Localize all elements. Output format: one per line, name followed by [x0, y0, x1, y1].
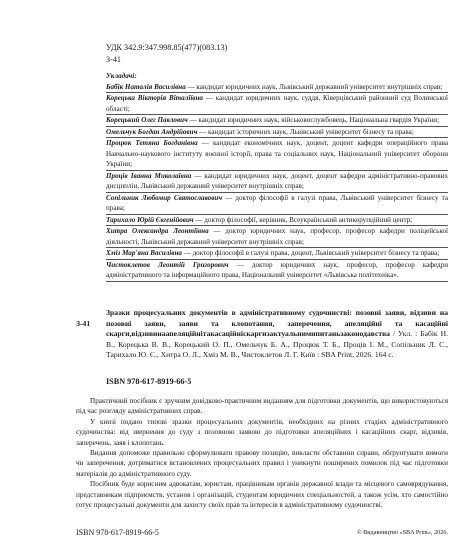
compiler-entry: [106, 127, 448, 139]
bbk-code: З-41: [106, 54, 122, 64]
compiler-description: — кандидат юридичних наук, Львівський державний університет внутрішніх справ;: [185, 82, 443, 91]
compiler-entry: [106, 93, 448, 115]
compilers-heading: Укладачі:: [106, 72, 137, 80]
catalog-number: З-41: [76, 318, 91, 328]
compiler-description: — кандидат історичних наук, Львівський університет бізнесу та права;: [197, 127, 414, 136]
compiler-entry: [106, 226, 448, 248]
catalog-details: / Укл. : Бабік Н. В., Корецька В. В., Корецький О. П., Омельчук Б. А., Процюк Т. Б., Проців І. М., Сопільник Л. С., Тарихало Ю. Є., Хитра О. Л., Хміз М. В., Чистоклетов Л. Г. Київ : SBA Print, 2026. 164 с.: [106, 329, 448, 359]
book-title: Зразки процесуальних документів в адміністративному судочинстві: позовні заяви, відзиви на позовні заяви, заяви та клопотання, заперечення, апеляційні та касаційні скарги,відзивинаапеляційнітакасаційніскаргизактуальнимипитаньзаконодавства: [106, 308, 448, 338]
annotation: [76, 396, 448, 510]
catalog-record: [76, 308, 448, 361]
compiler-name: Корецька Вікторія Віталіївна: [106, 94, 203, 102]
annotation-paragraph: Посібник буде корисним адвокатам, юристам, працівникам органів державної влади та місцевого самоврядування, представникам підприємств, установ і організацій, студентам юридичних спеціальностей, а також усім, хто самостійно готує процесуальні документи для захисту своїх прав та інтересів в адміністративному судочинстві.: [76, 480, 448, 510]
compiler-name: Проців Іванна Миколаївна: [106, 171, 192, 180]
compiler-name: Хитра Олександра Леонтіївна: [106, 227, 209, 235]
annotation-paragraph: Видання допоможе правильно сформулювати правову позицію, викласти обставини справи, обґрунтувати вимоги чи заперечення, дотриматися встановлених процесуальних правил і уникнути поширених помилок під час підготовки матеріалів до адміністративного суду.: [76, 449, 448, 478]
compiler-entry: [106, 171, 448, 193]
compiler-entry: [106, 248, 448, 260]
compiler-description: — доктор філософії в галузі права, доцент, Львівський університет бізнесу та права;: [181, 249, 440, 257]
copyright-notice: © Видавництво «SBA Print», 2026.: [356, 529, 448, 536]
compiler-name: Сопільник Любомир Святославович: [106, 193, 223, 202]
compiler-entry: [106, 82, 448, 94]
compilers-list: [106, 71, 448, 282]
udk-code: УДК 342.9:347.998.85(477)(083.13): [106, 43, 228, 52]
footer-isbn: ISBN 978-617-8919-66-5: [76, 528, 159, 537]
compiler-name: Хміз Мар'яна Василівна: [106, 249, 182, 257]
compiler-entry: [106, 138, 448, 171]
compiler-name: Корецький Олег Павлович: [106, 116, 188, 124]
compiler-description: — доктор філософії, керівник, Всеукраїнський антикорупційний центр;: [193, 215, 413, 224]
compiler-description: — кандидат економічних наук, доцент, доцент кафедри операційного права Навчально-наукового інституту воєнної історії, права та соціальних наук, Національний університет оборони України;: [106, 139, 448, 168]
compiler-name: Тарихало Юрій Євгенійович: [106, 215, 194, 224]
compiler-description: — доктор юридичних наук, професор, професор кафедри адміністративного та інформаційного права, Національний університет «Львівська політехніка».: [106, 260, 448, 279]
compiler-entry: [106, 115, 448, 127]
compiler-description: — кандидат юридичних наук, суддя, Ківерцівський районний суд Волинської області;: [106, 94, 448, 113]
compiler-name: Чистоклетов Леонтій Григорович: [106, 260, 229, 269]
compiler-entry: [106, 215, 448, 227]
catalog-description: [106, 308, 448, 361]
compiler-name: Бабік Наталія Василівна: [106, 82, 186, 91]
compiler-name: Омельчук Богдан Андрійович: [106, 127, 198, 136]
isbn-main: ISBN 978-617-8919-66-5: [106, 377, 192, 386]
compiler-entry: [106, 260, 448, 282]
compiler-description: — доктор юридичних наук, професор, професор кафедри поліцейської діяльності, Львівський державний університет внутрішніх справ;: [106, 227, 448, 246]
compiler-description: — кандидат юридичних наук, доцент, доцент кафедри адміністративно-правових дисциплін, Львівський державний університет внутрішніх справ;: [106, 171, 448, 190]
annotation-paragraph: У книзі подано типові зразки процесуальних документів, необхідних на різних стадіях адміністративного судочинства: від звернення до суду з позовною заявою до підготовки апеляційних і касаційних скарг, відзивів, заперечень, заяв і клопотань.: [76, 417, 448, 447]
annotation-paragraph: Практичний посібник є зручним довідково-практичним виданням для підготовки документів, що використовуються під час розгляду адміністративних справ.: [76, 397, 448, 416]
classification-block: [106, 42, 227, 65]
compiler-description: — кандидат юридичних наук, військовослужбовець, Національна гвардія України;: [187, 116, 440, 124]
compiler-name: Процюк Тетяна Богданівна: [106, 139, 198, 147]
compiler-entry: [106, 193, 448, 215]
compiler-description: — доктор філософії в галузі права, Львівський університет бізнесу та права;: [106, 193, 448, 212]
